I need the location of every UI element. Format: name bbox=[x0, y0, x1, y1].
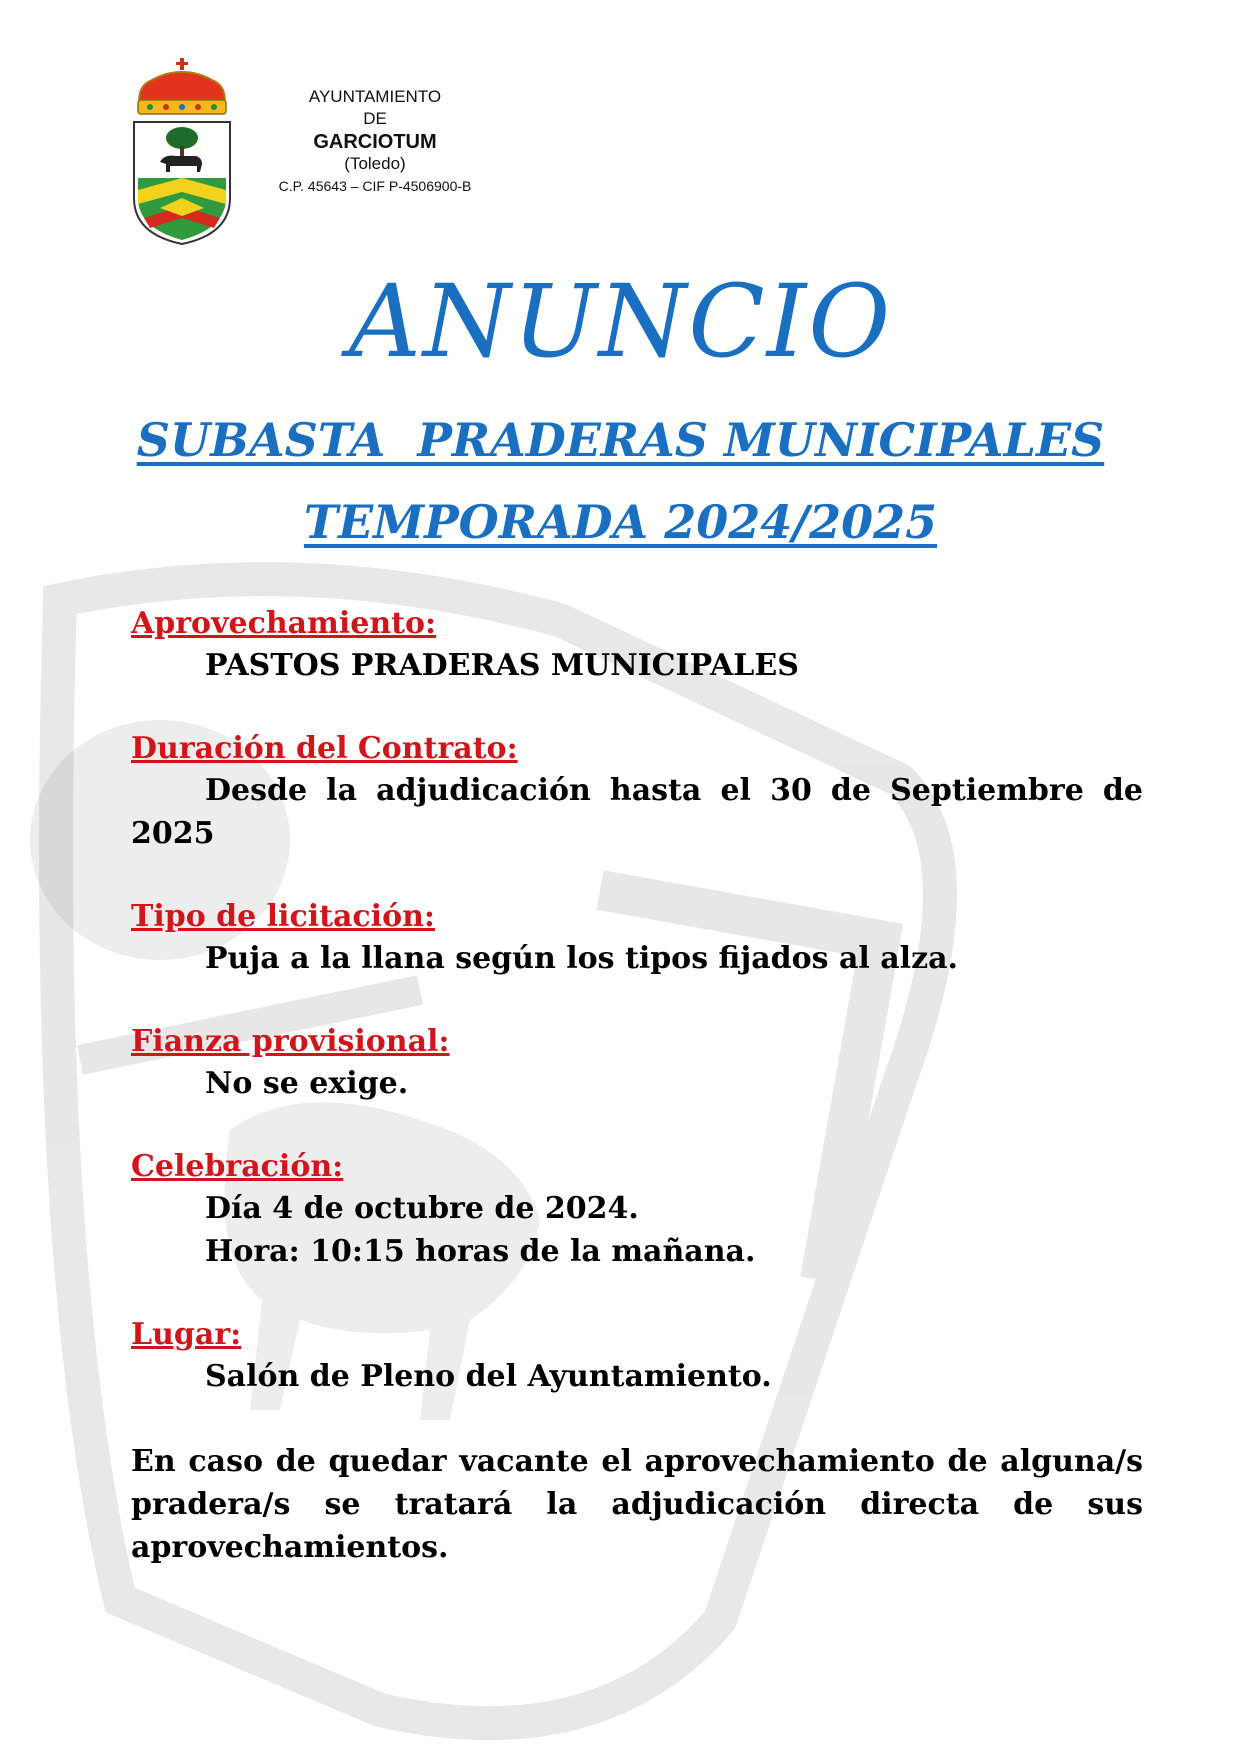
section-value: Desde la adjudicación hasta el 30 de Septiembre de 2025 bbox=[131, 773, 1143, 851]
section-value-time: Hora: 10:15 horas de la mañana. bbox=[205, 1234, 756, 1269]
coat-of-arms-icon bbox=[130, 58, 234, 248]
section-label: Tipo de licitación: bbox=[131, 899, 435, 934]
section-label: Celebración: bbox=[131, 1149, 344, 1184]
section-label: Fianza provisional: bbox=[131, 1024, 450, 1059]
section-label: Duración del Contrato: bbox=[131, 731, 518, 766]
section-label: Aprovechamiento: bbox=[131, 606, 437, 641]
page-title: ANUNCIO bbox=[348, 263, 893, 380]
municipality-header bbox=[250, 86, 500, 197]
section-value: Puja a la llana según los tipos fijados al alza. bbox=[205, 941, 958, 976]
section-celebracion bbox=[131, 1147, 1143, 1273]
org-province: (Toledo) bbox=[344, 154, 406, 173]
org-name: GARCIOTUM bbox=[313, 131, 437, 153]
org-ids: C.P. 45643 – CIF P-4506900-B bbox=[278, 178, 472, 194]
subtitle-line-2: TEMPORADA 2024/2025 bbox=[303, 495, 938, 549]
announcement-body bbox=[131, 604, 1143, 1569]
section-tipo-licitacion bbox=[131, 897, 1143, 980]
org-line-2: DE bbox=[363, 109, 387, 128]
section-value: No se exige. bbox=[205, 1066, 409, 1101]
org-line-1: AYUNTAMIENTO bbox=[308, 87, 442, 106]
section-value-date: Día 4 de octubre de 2024. bbox=[205, 1191, 639, 1226]
subtitle-line-1: SUBASTA PRADERAS MUNICIPALES bbox=[136, 413, 1105, 467]
section-fianza bbox=[131, 1022, 1143, 1105]
section-value: PASTOS PRADERAS MUNICIPALES bbox=[205, 648, 799, 683]
section-value: Salón de Pleno del Ayuntamiento. bbox=[205, 1359, 772, 1394]
section-duracion bbox=[131, 729, 1143, 855]
closing-paragraph: En caso de quedar vacante el aprovechamiento de alguna/s pradera/s se tratará la adjudicación directa de sus aprovechamientos. bbox=[131, 1444, 1143, 1565]
section-lugar bbox=[131, 1315, 1143, 1398]
section-label: Lugar: bbox=[131, 1317, 242, 1352]
section-aprovechamiento bbox=[131, 604, 1143, 687]
